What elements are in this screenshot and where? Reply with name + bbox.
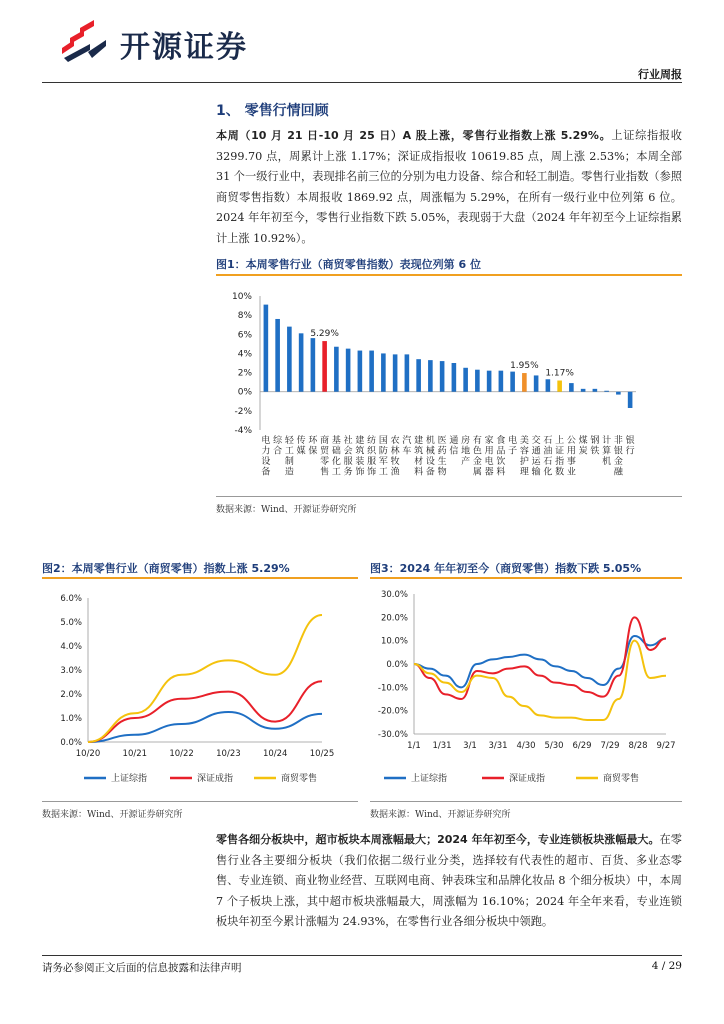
fig2-xtick-label: 10/22	[169, 749, 194, 759]
fig1-category-label: 机	[602, 457, 612, 467]
fig3-ytick-label: 0.0%	[386, 660, 408, 670]
fig1-bar	[299, 333, 304, 391]
fig2-series-line	[88, 615, 322, 742]
fig1-category-label: 础	[331, 446, 341, 457]
fig1-category-label: 银	[613, 446, 623, 457]
fig2-ytick-label: 4.0%	[60, 642, 82, 652]
fig2-ytick-label: 5.0%	[60, 618, 82, 628]
fig1-category-label: 料	[496, 467, 506, 478]
fig1-category-label: 家	[484, 436, 494, 446]
fig3-xtick-label: 7/29	[600, 741, 620, 751]
fig1-bar	[334, 347, 339, 392]
fig1-category-label: 钢	[590, 436, 600, 446]
fig3-legend-label: 上证综指	[411, 774, 448, 784]
fig1-category-label: 融	[613, 467, 623, 478]
fig3-ytick-label: 10.0%	[380, 636, 408, 647]
fig1-category-label: 牧	[390, 457, 400, 467]
fig2-xtick-label: 10/20	[75, 749, 101, 759]
fig1-category-label: 生	[437, 457, 447, 467]
fig1-title: 图1：本周零售行业（商贸零售指数）表现位列第 6 位	[216, 258, 481, 271]
fig1-category-label: 子	[508, 446, 518, 457]
paragraph-1-text: 上证综指报收 3299.70 点，周累计上涨 1.17%；深证成指报收 10619.85 点，周上涨 2.53%；本周全部 31 个一级行业中，表现排名前三位的分别为电力设备、综合和轻工制造。零售行业指数（参照商贸零售指数）本周报收 1869.92 点，周涨幅为 5.29%，在所有一级行业中位列第 6 位。2024 年年初至今，零售行业指数下跌 5.05%，表现弱于大盘（2024 年年初至今上证综指累计上涨 10.92%）。	[216, 129, 682, 245]
fig3-xtick-label: 4/30	[516, 741, 536, 751]
fig1-category-label: 属	[472, 467, 482, 478]
fig2-ytick-label: 0.0%	[60, 738, 82, 748]
fig1-category-label: 工	[331, 467, 341, 478]
fig1-category-label: 装	[355, 457, 365, 467]
fig1-category-label: 通	[449, 436, 459, 446]
fig1-category-label: 饰	[355, 467, 365, 478]
fig1-bar	[358, 351, 363, 392]
fig3-title: 图3：2024 年年初至今（商贸零售）指数下跌 5.05%	[370, 562, 642, 575]
fig1-category-label: 食	[496, 436, 506, 446]
logo-icon	[60, 18, 112, 62]
fig1-category-label: 国	[378, 436, 388, 446]
fig1-category-label: 容	[519, 446, 529, 457]
fig1-category-label: 备	[425, 467, 435, 478]
fig1-category-label: 汽	[402, 436, 412, 446]
fig1-bar	[440, 361, 445, 392]
fig2-legend-label: 深证成指	[197, 774, 234, 784]
fig2-xtick-label: 10/21	[122, 749, 148, 759]
fig1-category-label: 上	[555, 436, 565, 446]
fig1-category-label: 公	[566, 436, 576, 446]
fig1-category-label: 器	[484, 467, 494, 478]
fig1-category-label: 材	[414, 457, 424, 467]
fig1-category-label: 数	[555, 467, 565, 478]
fig3-xtick-label: 3/1	[463, 741, 477, 751]
fig1-source-divider	[216, 496, 682, 497]
fig1-category-label: 产	[461, 457, 471, 467]
fig1-bar	[546, 379, 551, 391]
fig2-xtick-label: 10/23	[216, 749, 241, 759]
fig1-category-label: 制	[284, 457, 294, 467]
fig1-category-label: 有	[472, 436, 482, 446]
fig1-category-label: 电	[261, 436, 271, 446]
fig1-category-label: 防	[378, 446, 388, 457]
fig1-bar	[322, 341, 327, 392]
fig3-source: 数据来源：Wind、开源证券研究所	[370, 810, 511, 820]
fig1-category-label: 算	[602, 446, 612, 457]
fig1-category-label: 纺	[367, 436, 377, 446]
paragraph-1-bold: 本周（10 月 21 日-10 月 25 日）A 股上涨，零售行业指数上涨 5.29%。	[216, 129, 612, 142]
fig2-svg	[42, 584, 358, 796]
fig1-category-label: 饮	[496, 457, 506, 467]
fig1-bar	[581, 389, 586, 392]
fig2-ytick-label: 2.0%	[60, 690, 82, 700]
fig1-category-label: 林	[390, 446, 400, 457]
fig1-bar	[275, 319, 280, 392]
fig3-svg	[370, 584, 682, 796]
fig2-frame	[42, 577, 358, 579]
fig1-category-label: 炭	[578, 446, 588, 457]
fig1-category-label: 料	[414, 467, 424, 478]
fig3-xtick-label: 6/29	[572, 741, 592, 751]
section-title: 1、 零售行情回顾	[216, 103, 329, 119]
fig1-category-label: 售	[320, 467, 330, 478]
fig3-xtick-label: 8/28	[628, 741, 648, 751]
fig3-xtick-label: 1/31	[432, 741, 452, 751]
fig1-bar	[534, 375, 539, 391]
fig2-xtick-label: 10/24	[262, 749, 288, 759]
fig1-bar	[593, 389, 598, 392]
fig1-category-label: 房	[461, 436, 471, 446]
page-number: 4 / 29	[651, 960, 682, 972]
fig3-xtick-label: 3/31	[488, 741, 508, 751]
fig1-category-label: 织	[367, 446, 377, 457]
fig1-category-label: 基	[331, 436, 341, 446]
fig1-category-label: 饰	[367, 467, 377, 478]
fig3-xtick-label: 1/1	[407, 741, 421, 751]
fig1-category-label: 筑	[355, 446, 365, 457]
fig1-bar	[369, 351, 374, 392]
fig2-legend-label: 商贸零售	[281, 774, 318, 784]
fig2-series-line	[88, 681, 322, 742]
fig3-ytick-label: 20.0%	[380, 613, 408, 624]
footer-disclaimer: 请务必参阅正文后面的信息披露和法律声明	[42, 962, 242, 974]
fig1-category-label: 油	[543, 446, 553, 457]
fig1-category-label: 商	[320, 436, 330, 446]
fig1-bar	[405, 354, 410, 391]
fig1-category-label: 造	[284, 467, 294, 478]
fig1-chart	[216, 282, 682, 494]
paragraph-2	[216, 830, 682, 933]
fig1-bar	[487, 371, 492, 392]
company-name: 开源证券	[120, 30, 248, 65]
fig1-category-label: 石	[543, 457, 553, 467]
fig1-svg	[216, 282, 682, 494]
fig1-category-label: 行	[625, 446, 635, 457]
fig2-source: 数据来源：Wind、开源证券研究所	[42, 810, 183, 820]
fig1-category-label: 运	[531, 457, 541, 467]
fig3-xtick-label: 9/27	[656, 741, 676, 751]
fig1-bar	[428, 360, 433, 392]
fig1-bar	[510, 372, 515, 392]
fig3-ytick-label: -10.0%	[377, 683, 408, 694]
fig1-category-label: 化	[543, 467, 553, 478]
fig1-category-label: 色	[472, 446, 482, 457]
fig1-category-label: 会	[343, 446, 353, 457]
fig1-category-label: 服	[343, 457, 353, 467]
fig1-ytick-label: -2%	[234, 406, 252, 417]
fig3-source-divider	[370, 801, 682, 802]
fig1-category-label: 业	[566, 467, 576, 478]
fig1-category-label: 筑	[414, 446, 424, 457]
fig1-category-label: 零	[320, 457, 330, 467]
fig1-category-label: 备	[261, 467, 271, 478]
fig1-data-label: 5.29%	[310, 329, 339, 340]
fig2-chart	[42, 584, 358, 796]
fig1-ytick-label: 4%	[237, 349, 252, 360]
fig1-category-label: 军	[378, 457, 388, 467]
fig1-bar	[416, 359, 421, 392]
fig1-bar	[264, 305, 269, 392]
fig1-category-label: 证	[555, 446, 565, 457]
fig2-legend-label: 上证综指	[111, 774, 148, 784]
fig1-category-label: 建	[414, 436, 424, 446]
fig1-category-label: 指	[555, 457, 565, 467]
fig1-category-label: 媒	[296, 446, 306, 457]
fig1-bar	[569, 383, 574, 392]
fig1-category-label: 医	[437, 436, 447, 446]
fig1-category-label: 用	[484, 446, 494, 457]
fig2-source-divider	[42, 801, 358, 802]
paragraph-2-bold: 零售各细分板块中，超市板块本周涨幅最大；2024 年年初至今，专业连锁板块涨幅最大。	[216, 833, 660, 846]
fig1-category-label: 信	[449, 446, 459, 457]
fig3-frame	[370, 577, 682, 579]
fig1-bar	[604, 391, 609, 392]
fig1-category-label: 化	[331, 457, 341, 467]
fig1-category-label: 综	[273, 436, 283, 446]
fig1-category-label: 工	[284, 446, 294, 457]
fig2-title: 图2：本周零售行业（商贸零售）指数上涨 5.29%	[42, 562, 290, 575]
fig1-bar	[475, 370, 480, 392]
fig1-category-label: 交	[531, 436, 541, 446]
fig3-legend-label: 深证成指	[509, 774, 546, 784]
fig1-frame	[216, 274, 682, 276]
company-logo	[60, 18, 112, 62]
fig1-category-label: 品	[496, 446, 506, 457]
fig1-ytick-label: 8%	[237, 311, 252, 322]
fig1-category-label: 地	[461, 446, 471, 457]
fig1-category-label: 务	[343, 467, 353, 478]
fig3-ytick-label: -30.0%	[377, 730, 408, 740]
fig1-bar	[287, 327, 292, 392]
fig2-ytick-label: 3.0%	[60, 666, 82, 676]
fig1-ytick-label: 6%	[237, 330, 252, 341]
fig1-category-label: 理	[519, 467, 529, 478]
fig1-category-label: 银	[625, 436, 635, 446]
fig1-ytick-label: 0%	[237, 387, 252, 398]
paragraph-1	[216, 126, 682, 249]
fig3-legend-label: 商贸零售	[603, 774, 640, 784]
fig2-xtick-label: 10/25	[309, 749, 335, 759]
fig1-category-label: 输	[531, 467, 541, 478]
fig1-category-label: 传	[296, 436, 306, 446]
fig1-category-label: 计	[602, 436, 612, 446]
fig1-category-label: 轻	[284, 436, 294, 446]
fig3-ytick-label: 30.0%	[380, 590, 408, 600]
footer-divider	[42, 955, 682, 956]
fig1-category-label: 械	[425, 446, 435, 457]
fig1-bar	[452, 363, 457, 392]
fig1-data-label: 1.95%	[510, 361, 539, 372]
fig1-category-label: 物	[437, 467, 447, 478]
fig1-category-label: 贸	[320, 446, 330, 457]
fig1-category-label: 保	[308, 446, 318, 457]
fig1-category-label: 金	[613, 457, 623, 467]
fig1-category-label: 设	[425, 457, 435, 467]
fig1-data-label: 1.17%	[545, 368, 574, 379]
fig1-ytick-label: 2%	[237, 368, 252, 379]
report-type: 行业周报	[638, 68, 682, 81]
fig1-category-label: 建	[355, 436, 365, 446]
fig1-category-label: 护	[519, 457, 529, 467]
fig1-category-label: 石	[543, 436, 553, 446]
fig1-category-label: 电	[484, 457, 494, 467]
fig1-category-label: 用	[566, 446, 576, 457]
fig1-category-label: 工	[378, 467, 388, 478]
fig1-bar	[346, 349, 351, 392]
fig1-bar	[311, 338, 316, 392]
fig2-ytick-label: 6.0%	[60, 594, 82, 604]
fig1-category-label: 车	[402, 446, 412, 457]
fig3-ytick-label: -20.0%	[377, 706, 408, 717]
fig1-category-label: 农	[390, 436, 400, 446]
fig1-bar	[616, 392, 621, 395]
fig1-bar	[381, 353, 386, 391]
fig1-category-label: 渔	[390, 467, 400, 478]
header-divider	[42, 82, 682, 83]
fig1-bar	[628, 392, 633, 408]
fig1-bar	[393, 354, 398, 391]
fig1-category-label: 环	[308, 436, 318, 446]
fig1-category-label: 美	[519, 436, 529, 446]
fig1-category-label: 合	[273, 446, 283, 457]
fig1-category-label: 事	[566, 457, 576, 467]
fig1-category-label: 机	[425, 436, 435, 446]
fig1-category-label: 社	[343, 436, 353, 446]
fig3-chart	[370, 584, 682, 796]
fig1-bar	[463, 368, 468, 392]
fig1-bar	[522, 373, 527, 392]
fig1-category-label: 设	[261, 457, 271, 467]
fig1-bar	[557, 381, 562, 392]
fig1-category-label: 电	[508, 436, 518, 446]
fig1-source: 数据来源：Wind、开源证券研究所	[216, 505, 357, 515]
fig1-category-label: 药	[437, 446, 447, 457]
fig1-bar	[499, 371, 504, 392]
fig1-ytick-label: -4%	[234, 426, 252, 436]
paragraph-2-text: 在零售行业各主要细分板块（我们依据二级行业分类，选择较有代表性的超市、百货、多业态零售、专业连锁、商业物业经营、互联网电商、钟表珠宝和品牌化妆品 8 个细分板块）中，本周 7 个子板块上涨，其中超市板块涨幅最大，周涨幅为 16.10%；2024 年全年来看，专业连锁板块年初至今累计涨幅为 24.93%，在零售行业各细分板块中领跑。	[216, 833, 682, 928]
fig1-category-label: 非	[613, 436, 623, 446]
fig1-category-label: 通	[531, 446, 541, 457]
fig1-category-label: 力	[261, 446, 271, 457]
fig2-ytick-label: 1.0%	[60, 714, 82, 724]
fig1-ytick-label: 10%	[231, 292, 252, 302]
fig3-xtick-label: 5/30	[544, 741, 564, 751]
fig1-category-label: 服	[367, 457, 377, 467]
fig1-category-label: 金	[472, 457, 482, 467]
fig1-category-label: 铁	[590, 446, 600, 457]
fig1-category-label: 煤	[578, 436, 588, 446]
